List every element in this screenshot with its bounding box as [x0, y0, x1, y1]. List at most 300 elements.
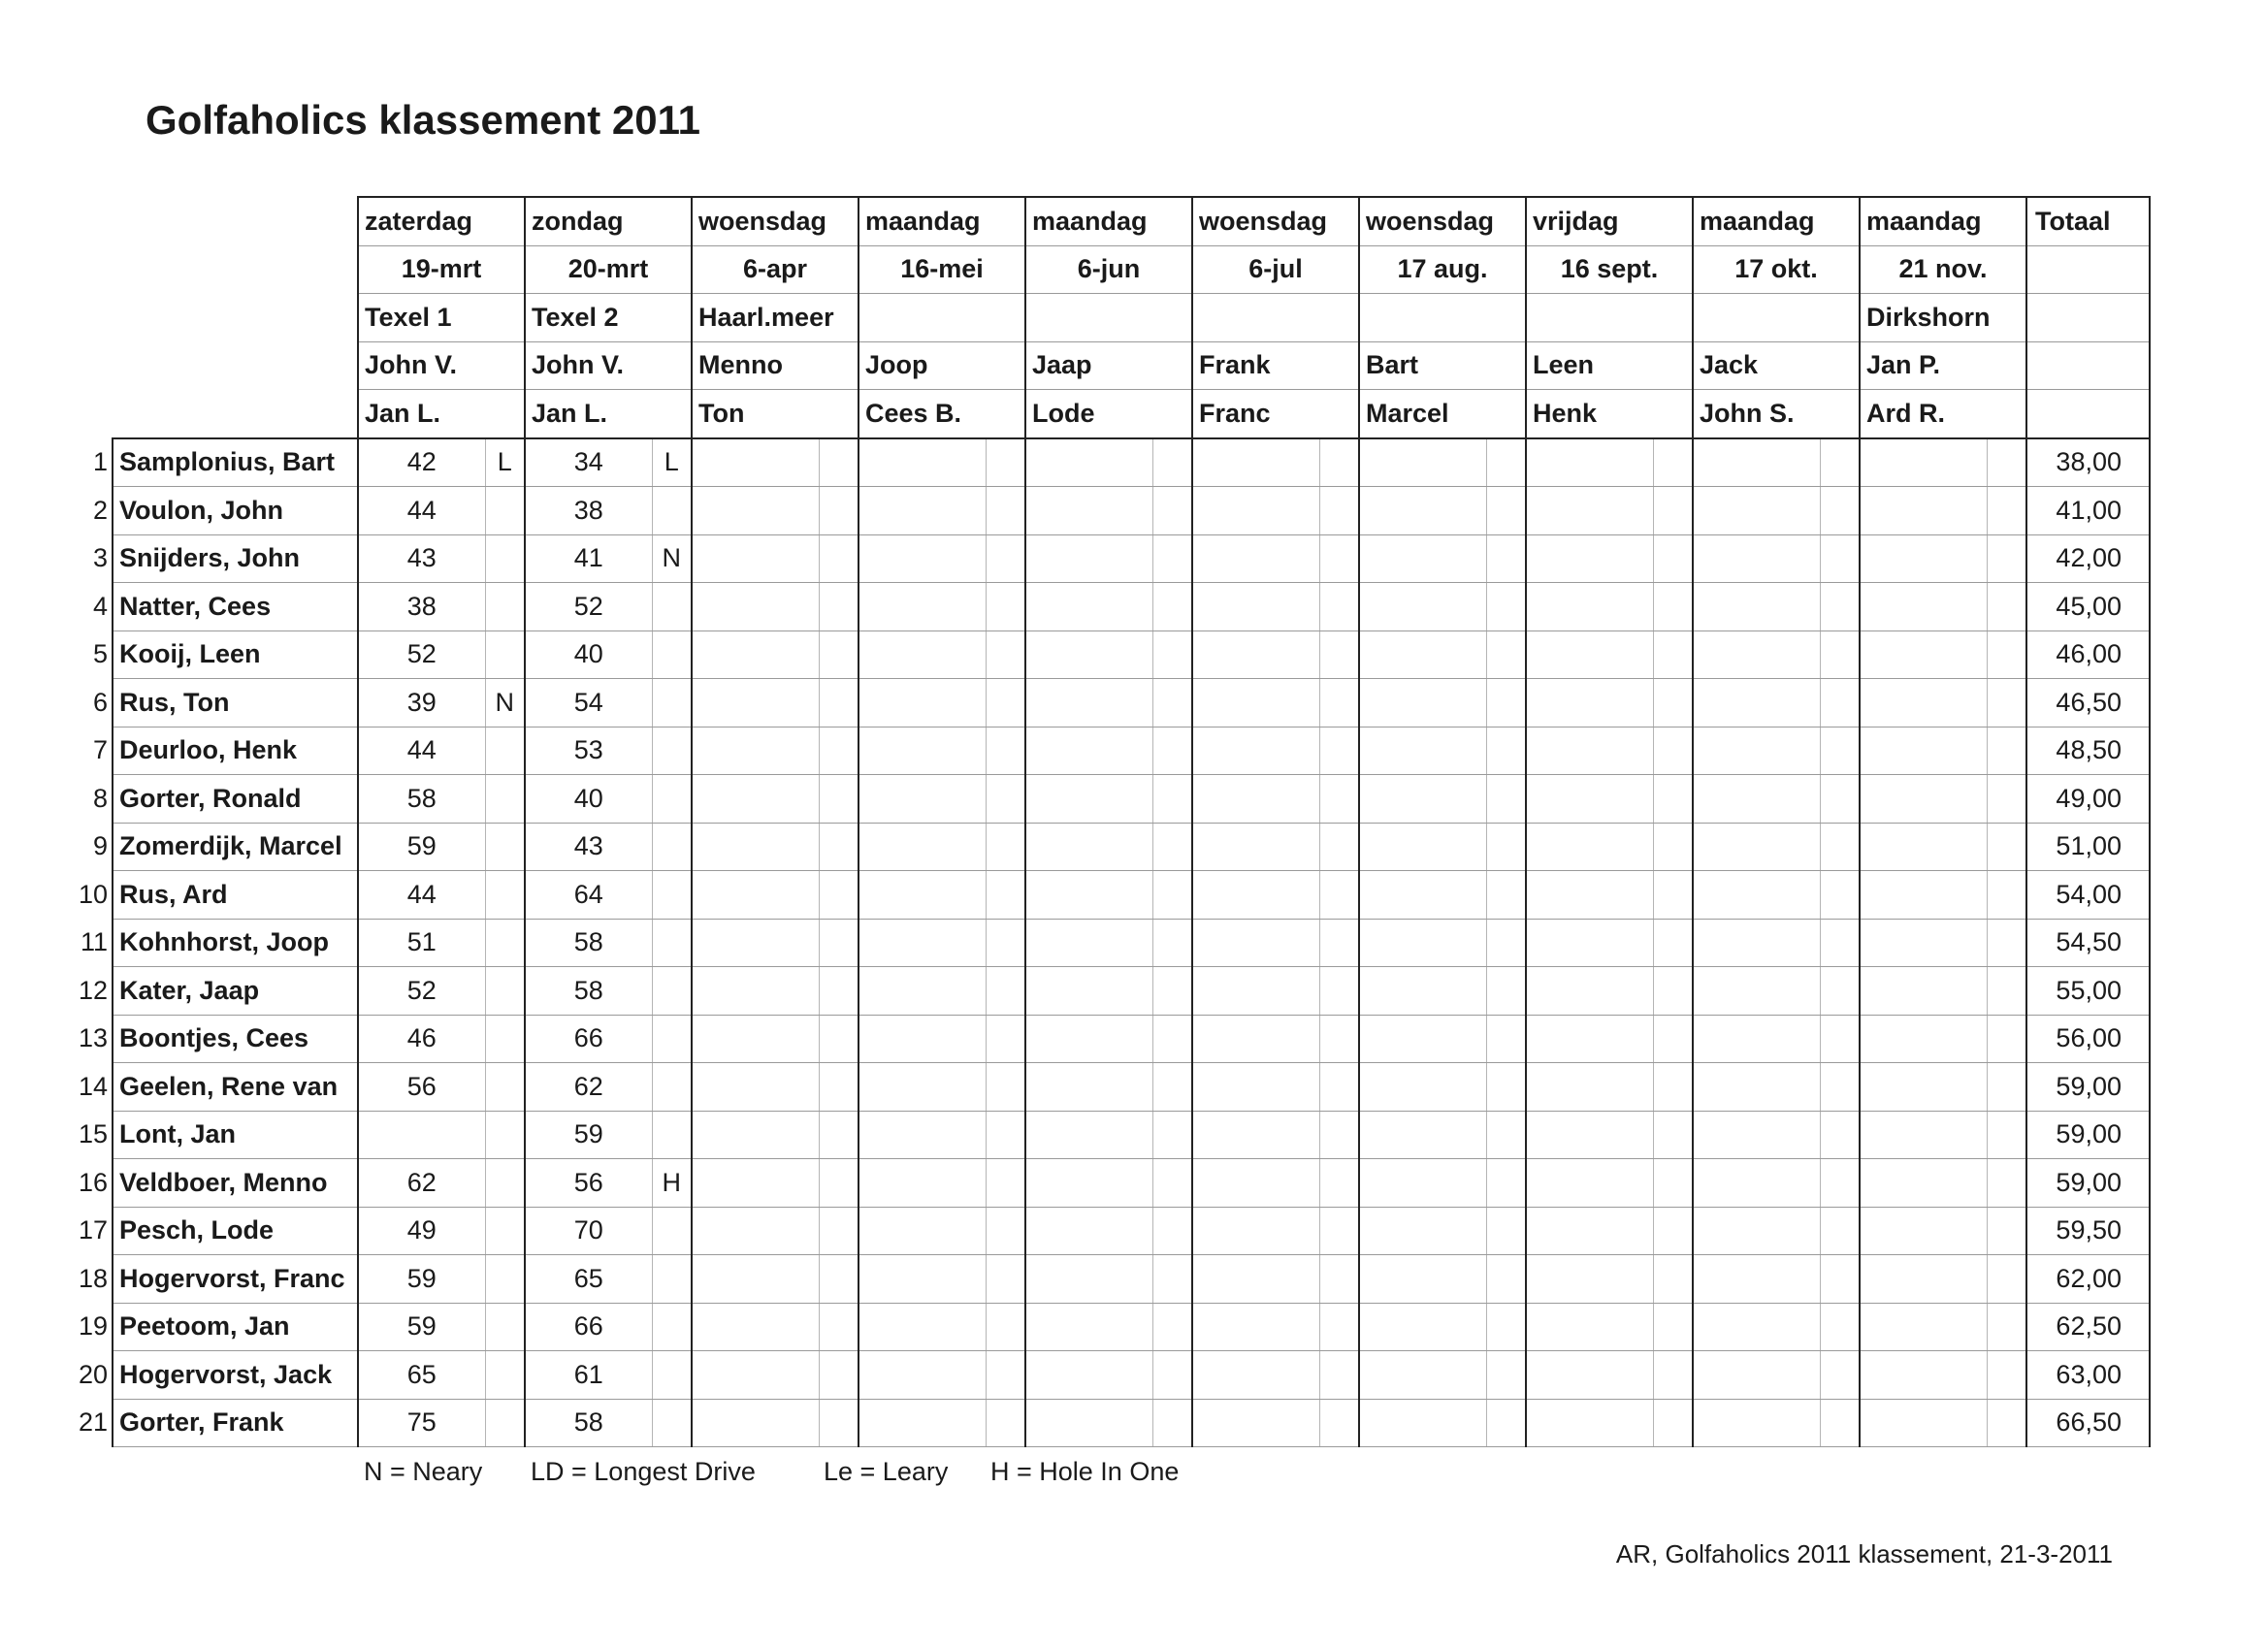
score-event-6 [1192, 727, 1319, 775]
marker-event-2 [652, 727, 692, 775]
marker-event-4 [986, 1399, 1025, 1447]
marker-event-3 [819, 1399, 859, 1447]
marker-event-10 [1987, 438, 2026, 487]
score-event-6 [1192, 583, 1319, 631]
marker-event-7 [1486, 919, 1526, 967]
marker-event-2 [652, 1015, 692, 1063]
score-event-2: 58 [525, 919, 652, 967]
marker-event-4 [986, 1351, 1025, 1400]
table-row [70, 679, 2150, 728]
marker-event-9 [1820, 1063, 1860, 1112]
marker-event-2: H [652, 1159, 692, 1208]
marker-event-8 [1653, 438, 1693, 487]
score-event-3 [692, 775, 819, 824]
header-row-locations [70, 294, 2150, 342]
rank-number: 10 [78, 879, 108, 909]
marker-event-2 [652, 967, 692, 1016]
score-event-1: 51 [358, 919, 485, 967]
score-event-4 [859, 727, 986, 775]
marker-event-6 [1319, 1351, 1359, 1400]
event-8-host2: Henk [1526, 390, 1693, 438]
marker-event-7 [1486, 679, 1526, 728]
player-name: Gorter, Ronald [113, 775, 358, 824]
marker-event-8 [1653, 1207, 1693, 1255]
marker-event-1 [485, 1351, 525, 1400]
marker-event-7 [1486, 1351, 1526, 1400]
marker-event-6 [1319, 583, 1359, 631]
marker-event-8 [1653, 1351, 1693, 1400]
marker-event-3 [819, 871, 859, 920]
marker-event-2 [652, 1351, 692, 1400]
score-event-5 [1025, 1207, 1152, 1255]
total-value: 41,00 [2026, 487, 2150, 535]
header-spacer [70, 341, 358, 390]
total-value: 54,00 [2026, 871, 2150, 920]
marker-event-1 [485, 1063, 525, 1112]
score-event-9 [1693, 823, 1820, 871]
event-1-location: Texel 1 [358, 294, 525, 342]
rank-number: 9 [92, 831, 108, 861]
score-event-4 [859, 1303, 986, 1351]
marker-event-3 [819, 727, 859, 775]
score-event-5 [1025, 727, 1152, 775]
score-event-7 [1359, 967, 1486, 1016]
score-event-7 [1359, 583, 1486, 631]
marker-event-6 [1319, 823, 1359, 871]
page-title: Golfaholics klassement 2011 [146, 97, 700, 143]
score-event-3 [692, 1255, 819, 1304]
score-event-2: 62 [525, 1063, 652, 1112]
marker-event-5 [1152, 775, 1192, 824]
score-event-7 [1359, 487, 1486, 535]
marker-event-10 [1987, 1303, 2026, 1351]
marker-event-7 [1486, 727, 1526, 775]
marker-event-7 [1486, 487, 1526, 535]
marker-event-9 [1820, 487, 1860, 535]
marker-event-9 [1820, 1399, 1860, 1447]
event-7-location [1359, 294, 1526, 342]
marker-event-10 [1987, 630, 2026, 679]
total-header-blank [2026, 341, 2150, 390]
score-event-7 [1359, 1159, 1486, 1208]
score-event-6 [1192, 1111, 1319, 1159]
player-name: Voulon, John [113, 487, 358, 535]
score-event-2: 54 [525, 679, 652, 728]
event-4-location [859, 294, 1025, 342]
score-event-4 [859, 1399, 986, 1447]
score-event-9 [1693, 919, 1820, 967]
marker-event-4 [986, 1159, 1025, 1208]
marker-event-4 [986, 1063, 1025, 1112]
marker-event-7 [1486, 871, 1526, 920]
marker-event-6 [1319, 919, 1359, 967]
marker-event-4 [986, 967, 1025, 1016]
marker-event-1 [485, 487, 525, 535]
marker-event-4 [986, 438, 1025, 487]
marker-event-9 [1820, 967, 1860, 1016]
marker-event-6 [1319, 1399, 1359, 1447]
marker-event-10 [1987, 775, 2026, 824]
score-event-2: 66 [525, 1015, 652, 1063]
event-8-date: 16 sept. [1526, 245, 1693, 294]
total-header: Totaal [2026, 197, 2150, 245]
score-event-1: 38 [358, 583, 485, 631]
score-event-5 [1025, 823, 1152, 871]
player-name: Boontjes, Cees [113, 1015, 358, 1063]
score-event-8 [1526, 1159, 1653, 1208]
score-event-1: 49 [358, 1207, 485, 1255]
score-event-6 [1192, 919, 1319, 967]
table-row [70, 823, 2150, 871]
total-value: 38,00 [2026, 438, 2150, 487]
marker-event-9 [1820, 1303, 1860, 1351]
score-event-1: 59 [358, 1303, 485, 1351]
marker-event-4 [986, 1015, 1025, 1063]
header-spacer [70, 390, 358, 438]
total-value: 59,00 [2026, 1063, 2150, 1112]
score-event-3 [692, 823, 819, 871]
legend-item-hole-in-one: H = Hole In One [990, 1457, 1180, 1486]
marker-event-3 [819, 1351, 859, 1400]
score-event-3 [692, 534, 819, 583]
marker-event-1 [485, 1303, 525, 1351]
marker-event-5 [1152, 534, 1192, 583]
event-5-location [1025, 294, 1192, 342]
score-event-4 [859, 487, 986, 535]
score-event-4 [859, 1207, 986, 1255]
score-event-8 [1526, 775, 1653, 824]
score-event-5 [1025, 583, 1152, 631]
marker-event-4 [986, 727, 1025, 775]
event-10-date: 21 nov. [1860, 245, 2026, 294]
rank-number: 21 [78, 1407, 108, 1438]
score-event-3 [692, 1207, 819, 1255]
marker-event-10 [1987, 679, 2026, 728]
marker-event-9 [1820, 919, 1860, 967]
score-event-6 [1192, 1399, 1319, 1447]
score-event-6 [1192, 1015, 1319, 1063]
marker-event-7 [1486, 583, 1526, 631]
marker-event-4 [986, 630, 1025, 679]
legend-item-neary: N = Neary [364, 1457, 483, 1486]
score-event-4 [859, 583, 986, 631]
rank-number: 8 [92, 783, 108, 813]
score-event-5 [1025, 630, 1152, 679]
total-value: 59,00 [2026, 1111, 2150, 1159]
marker-event-5 [1152, 727, 1192, 775]
marker-event-1 [485, 727, 525, 775]
score-event-6 [1192, 1159, 1319, 1208]
marker-event-2 [652, 1111, 692, 1159]
marker-event-3 [819, 1063, 859, 1112]
ranking-table [70, 196, 2151, 1447]
score-event-1: 65 [358, 1351, 485, 1400]
marker-event-7 [1486, 823, 1526, 871]
marker-event-2 [652, 679, 692, 728]
score-event-4 [859, 919, 986, 967]
event-7-day: woensdag [1359, 197, 1526, 245]
score-event-1: 75 [358, 1399, 485, 1447]
score-event-5 [1025, 1399, 1152, 1447]
score-event-7 [1359, 1063, 1486, 1112]
score-event-9 [1693, 1351, 1820, 1400]
player-name: Pesch, Lode [113, 1207, 358, 1255]
total-value: 42,00 [2026, 534, 2150, 583]
score-event-9 [1693, 1399, 1820, 1447]
event-7-date: 17 aug. [1359, 245, 1526, 294]
marker-event-5 [1152, 438, 1192, 487]
score-event-7 [1359, 630, 1486, 679]
score-event-9 [1693, 1303, 1820, 1351]
score-event-10 [1860, 1015, 1987, 1063]
marker-event-8 [1653, 1255, 1693, 1304]
score-event-2: 34 [525, 438, 652, 487]
marker-event-10 [1987, 1207, 2026, 1255]
score-event-10 [1860, 775, 1987, 824]
total-value: 62,50 [2026, 1303, 2150, 1351]
marker-event-10 [1987, 1111, 2026, 1159]
marker-event-2 [652, 1399, 692, 1447]
marker-event-3 [819, 1303, 859, 1351]
legend-item-longest-drive: LD = Longest Drive [531, 1457, 756, 1486]
total-value: 49,00 [2026, 775, 2150, 824]
score-event-7 [1359, 775, 1486, 824]
marker-event-1: N [485, 679, 525, 728]
score-event-5 [1025, 775, 1152, 824]
marker-event-8 [1653, 1015, 1693, 1063]
player-name: Hogervorst, Jack [113, 1351, 358, 1400]
marker-event-6 [1319, 871, 1359, 920]
event-2-location: Texel 2 [525, 294, 692, 342]
event-9-day: maandag [1693, 197, 1860, 245]
marker-event-9 [1820, 727, 1860, 775]
marker-event-1 [485, 823, 525, 871]
player-name: Gorter, Frank [113, 1399, 358, 1447]
marker-event-10 [1987, 727, 2026, 775]
score-event-6 [1192, 1303, 1319, 1351]
score-event-10 [1860, 823, 1987, 871]
marker-event-4 [986, 871, 1025, 920]
marker-event-4 [986, 583, 1025, 631]
rank-number: 7 [92, 735, 108, 765]
score-event-5 [1025, 438, 1152, 487]
marker-event-6 [1319, 630, 1359, 679]
score-event-8 [1526, 1063, 1653, 1112]
score-event-9 [1693, 871, 1820, 920]
marker-event-8 [1653, 967, 1693, 1016]
player-name: Kohnhorst, Joop [113, 919, 358, 967]
event-6-host1: Frank [1192, 341, 1359, 390]
score-event-9 [1693, 1015, 1820, 1063]
rank-number: 15 [78, 1119, 108, 1149]
marker-event-8 [1653, 871, 1693, 920]
score-event-10 [1860, 630, 1987, 679]
score-event-9 [1693, 679, 1820, 728]
score-event-5 [1025, 871, 1152, 920]
marker-event-3 [819, 1111, 859, 1159]
score-event-7 [1359, 1303, 1486, 1351]
score-event-7 [1359, 1255, 1486, 1304]
score-event-5 [1025, 1111, 1152, 1159]
event-9-host2: John S. [1693, 390, 1860, 438]
event-1-host2: Jan L. [358, 390, 525, 438]
score-event-10 [1860, 1207, 1987, 1255]
event-10-day: maandag [1860, 197, 2026, 245]
score-event-2: 41 [525, 534, 652, 583]
marker-event-8 [1653, 487, 1693, 535]
score-event-7 [1359, 679, 1486, 728]
marker-event-8 [1653, 1159, 1693, 1208]
marker-event-4 [986, 1207, 1025, 1255]
score-event-3 [692, 1159, 819, 1208]
event-8-location [1526, 294, 1693, 342]
score-event-9 [1693, 1063, 1820, 1112]
table-row [70, 583, 2150, 631]
event-9-host1: Jack [1693, 341, 1860, 390]
event-1-date: 19-mrt [358, 245, 525, 294]
marker-event-4 [986, 1255, 1025, 1304]
marker-event-5 [1152, 1351, 1192, 1400]
marker-event-10 [1987, 1015, 2026, 1063]
marker-event-10 [1987, 1159, 2026, 1208]
score-event-1: 44 [358, 727, 485, 775]
event-3-location: Haarl.meer [692, 294, 859, 342]
table-row [70, 775, 2150, 824]
score-event-8 [1526, 679, 1653, 728]
score-event-4 [859, 823, 986, 871]
score-event-3 [692, 583, 819, 631]
score-event-6 [1192, 967, 1319, 1016]
score-event-1: 44 [358, 487, 485, 535]
score-event-6 [1192, 1063, 1319, 1112]
marker-event-7 [1486, 1159, 1526, 1208]
rank-number: 14 [78, 1071, 108, 1101]
marker-event-1 [485, 1111, 525, 1159]
marker-event-10 [1987, 1063, 2026, 1112]
score-event-10 [1860, 1063, 1987, 1112]
marker-event-5 [1152, 630, 1192, 679]
score-event-7 [1359, 1015, 1486, 1063]
event-9-date: 17 okt. [1693, 245, 1860, 294]
marker-event-4 [986, 1111, 1025, 1159]
score-event-7 [1359, 727, 1486, 775]
score-event-6 [1192, 871, 1319, 920]
event-1-host1: John V. [358, 341, 525, 390]
marker-event-7 [1486, 775, 1526, 824]
total-header-blank [2026, 245, 2150, 294]
total-header-blank [2026, 390, 2150, 438]
table-row [70, 1351, 2150, 1400]
marker-event-6 [1319, 727, 1359, 775]
score-event-3 [692, 1111, 819, 1159]
marker-event-5 [1152, 1015, 1192, 1063]
score-event-9 [1693, 727, 1820, 775]
marker-event-9 [1820, 1111, 1860, 1159]
marker-event-9 [1820, 775, 1860, 824]
rank-number: 19 [78, 1311, 108, 1342]
marker-event-4 [986, 823, 1025, 871]
marker-event-10 [1987, 487, 2026, 535]
marker-event-9 [1820, 679, 1860, 728]
score-event-3 [692, 487, 819, 535]
score-event-2: 40 [525, 775, 652, 824]
marker-event-7 [1486, 1255, 1526, 1304]
marker-event-3 [819, 919, 859, 967]
score-event-8 [1526, 1351, 1653, 1400]
score-event-2: 40 [525, 630, 652, 679]
marker-event-1 [485, 775, 525, 824]
score-event-10 [1860, 1111, 1987, 1159]
score-event-10 [1860, 871, 1987, 920]
marker-event-2 [652, 1255, 692, 1304]
score-event-8 [1526, 823, 1653, 871]
score-event-6 [1192, 630, 1319, 679]
score-event-2: 43 [525, 823, 652, 871]
total-value: 63,00 [2026, 1351, 2150, 1400]
marker-event-5 [1152, 679, 1192, 728]
score-event-3 [692, 1015, 819, 1063]
score-event-3 [692, 1399, 819, 1447]
marker-event-6 [1319, 1303, 1359, 1351]
marker-event-6 [1319, 679, 1359, 728]
score-event-8 [1526, 1111, 1653, 1159]
marker-event-3 [819, 438, 859, 487]
marker-event-3 [819, 679, 859, 728]
marker-event-2 [652, 871, 692, 920]
score-event-6 [1192, 438, 1319, 487]
marker-event-9 [1820, 438, 1860, 487]
marker-event-2 [652, 1207, 692, 1255]
marker-event-2 [652, 919, 692, 967]
marker-event-1 [485, 1159, 525, 1208]
marker-event-9 [1820, 1015, 1860, 1063]
event-6-date: 6-jul [1192, 245, 1359, 294]
total-value: 45,00 [2026, 583, 2150, 631]
score-event-6 [1192, 679, 1319, 728]
score-event-1: 39 [358, 679, 485, 728]
score-event-9 [1693, 583, 1820, 631]
header-spacer [70, 294, 358, 342]
event-1-day: zaterdag [358, 197, 525, 245]
event-3-date: 6-apr [692, 245, 859, 294]
rank-number: 3 [92, 543, 108, 573]
score-event-5 [1025, 534, 1152, 583]
marker-event-6 [1319, 534, 1359, 583]
marker-event-6 [1319, 1063, 1359, 1112]
marker-event-10 [1987, 967, 2026, 1016]
marker-event-6 [1319, 1111, 1359, 1159]
score-event-9 [1693, 967, 1820, 1016]
score-event-3 [692, 679, 819, 728]
event-6-day: woensdag [1192, 197, 1359, 245]
marker-event-8 [1653, 583, 1693, 631]
event-2-host2: Jan L. [525, 390, 692, 438]
marker-event-5 [1152, 1111, 1192, 1159]
event-2-date: 20-mrt [525, 245, 692, 294]
score-event-10 [1860, 679, 1987, 728]
score-event-4 [859, 871, 986, 920]
score-event-4 [859, 679, 986, 728]
score-event-10 [1860, 1399, 1987, 1447]
score-event-7 [1359, 438, 1486, 487]
rank-number: 2 [92, 495, 108, 525]
player-name: Natter, Cees [113, 583, 358, 631]
score-event-9 [1693, 438, 1820, 487]
score-event-9 [1693, 1111, 1820, 1159]
event-3-day: woensdag [692, 197, 859, 245]
marker-event-6 [1319, 967, 1359, 1016]
marker-event-2: N [652, 534, 692, 583]
